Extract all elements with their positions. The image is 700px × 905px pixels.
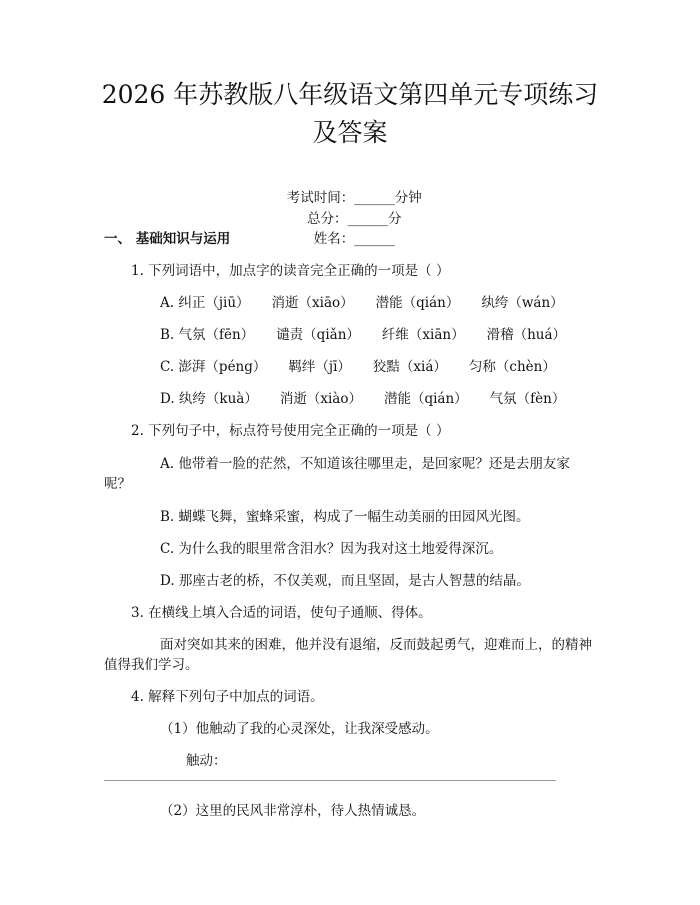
question-4-item-2: （2）这里的民风非常淳朴，待人热情诚恳。	[160, 803, 426, 819]
option-d-word-3: 潜能（qián）	[383, 391, 468, 407]
answer-line	[104, 780, 556, 781]
question-2-option-b: B. 蝴蝶飞舞，蜜蜂采蜜，构成了一幅生动美丽的田园风光图。	[160, 509, 530, 525]
exam-time: 考试时间：______分钟	[286, 190, 422, 207]
question-2-option-d: D. 那座古老的桥，不仅美观，而且坚固，是古人智慧的结晶。	[160, 573, 530, 589]
document-title	[0, 76, 700, 152]
option-b-word-2: 谴责（qiǎn）	[276, 327, 360, 343]
question-1-stem: 1. 下列词语中，加点字的读音完全正确的一项是（ ）	[131, 263, 450, 279]
question-1-option-a	[160, 293, 586, 313]
question-3-sentence-continued: 值得我们学习。	[104, 657, 199, 673]
option-c-word-1: C. 澎湃（péng）	[160, 359, 267, 375]
title-line-2: 及答案	[312, 118, 388, 147]
title-line-1: 2026 年苏教版八年级语文第四单元专项练习	[101, 80, 599, 109]
question-2-stem: 2. 下列句子中，标点符号使用完全正确的一项是（ ）	[131, 423, 450, 439]
student-name: 姓名：______	[313, 230, 395, 247]
option-d-word-2: 消逝（xiào）	[279, 391, 362, 407]
question-1-option-c	[160, 357, 578, 377]
question-4-stem: 4. 解释下列句子中加点的词语。	[131, 689, 324, 705]
option-d-word-4: 气氛（fèn）	[489, 391, 566, 407]
question-4-item-1: （1）他触动了我的心灵深处，让我深受感动。	[160, 721, 439, 737]
question-1-option-d	[160, 389, 587, 409]
option-c-word-3: 狡黠（xiá）	[372, 359, 447, 375]
option-d-word-1: D. 纨绔（kuà）	[160, 391, 258, 407]
option-b-word-3: 纤维（xiān）	[381, 327, 465, 343]
question-2-option-a-continued: 呢？	[104, 476, 131, 492]
option-a-word-4: 纨绔（wán）	[481, 295, 564, 311]
question-2-option-a: A. 他带着一脸的茫然，不知道该往哪里走，是回家呢？还是去朋友家	[160, 456, 570, 472]
option-b-word-1: B. 气氛（fēn）	[160, 327, 255, 343]
question-3-sentence: 面对突如其来的困难，他并没有退缩，反而鼓起勇气，迎难而上，的精神	[160, 637, 592, 653]
option-c-word-4: 匀称（chèn）	[468, 359, 556, 375]
option-a-word-2: 消逝（xiāo）	[271, 295, 354, 311]
total-score: 总分：______分	[307, 210, 402, 227]
question-3-stem: 3. 在横线上填入合适的词语，使句子通顺、得体。	[131, 605, 432, 621]
option-a-word-3: 潜能（qián）	[375, 295, 460, 311]
question-2-option-c: C. 为什么我的眼里常含泪水？因为我对这土地爱得深沉。	[160, 541, 503, 557]
question-1-option-b	[160, 325, 588, 345]
question-4-item-1-label: 触动：	[186, 753, 227, 769]
option-c-word-2: 羁绊（jī）	[288, 359, 351, 375]
option-a-word-1: A. 纠正（jiū）	[160, 295, 250, 311]
option-b-word-4: 滑稽（huá）	[486, 327, 567, 343]
section-heading: 一、 基础知识与运用	[104, 231, 231, 247]
